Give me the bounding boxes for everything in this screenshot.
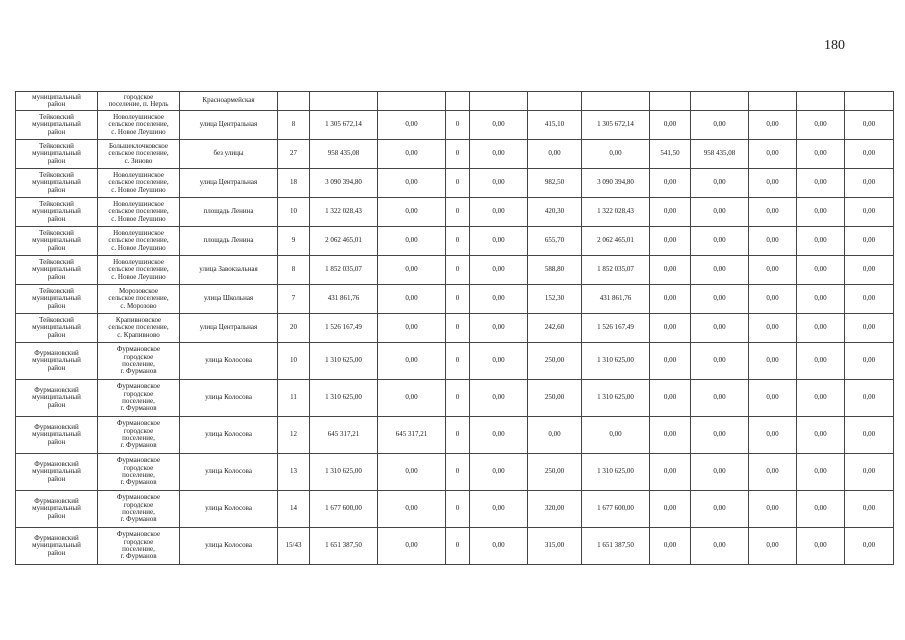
table-cell: 0,00: [845, 198, 894, 227]
table-cell: 0,00: [845, 417, 894, 454]
table-cell: 1 526 167,49: [582, 314, 650, 343]
table-cell: [528, 92, 582, 111]
table-cell: 13: [278, 454, 310, 491]
table-cell: Фурмановское городское поселение, г. Фурманов: [98, 528, 180, 565]
table-cell: 0,00: [749, 343, 797, 380]
table-cell: 242,60: [528, 314, 582, 343]
table-cell: 27: [278, 140, 310, 169]
table-cell: 0,00: [470, 491, 528, 528]
table-cell: Фурмановский муниципальный район: [16, 417, 98, 454]
table-cell: 0,00: [650, 343, 691, 380]
table-row: [16, 454, 894, 491]
table-cell: 0,00: [691, 285, 749, 314]
table-cell: 0,00: [650, 256, 691, 285]
table-cell: 0: [446, 198, 470, 227]
table-row: [16, 528, 894, 565]
table-cell: 2 062 465,01: [582, 227, 650, 256]
table-cell: 0,00: [749, 140, 797, 169]
table-cell: 0: [446, 256, 470, 285]
table-cell: 0,00: [378, 454, 446, 491]
table-cell: 0,00: [378, 528, 446, 565]
table-cell: 1 852 035,07: [582, 256, 650, 285]
table-cell: 655,70: [528, 227, 582, 256]
table-cell: улица Школьная: [180, 285, 278, 314]
table-cell: 0,00: [528, 417, 582, 454]
table-cell: улица Колосова: [180, 417, 278, 454]
table-row: [16, 111, 894, 140]
table-cell: Крапивновское сельское поселение, с. Крапивново: [98, 314, 180, 343]
table-cell: 0,00: [650, 417, 691, 454]
table-cell: Тейковский муниципальный район: [16, 314, 98, 343]
table-cell: 0: [446, 417, 470, 454]
table-cell: 8: [278, 111, 310, 140]
table-cell: Новолеушинское сельское поселение, с. Новое Леушино: [98, 111, 180, 140]
table-cell: 1 305 672,14: [582, 111, 650, 140]
table-cell: 250,00: [528, 343, 582, 380]
table-cell: улица Колосова: [180, 454, 278, 491]
table-cell: 1 677 600,00: [582, 491, 650, 528]
table-cell: Морозовское сельское поселение, с. Морозово: [98, 285, 180, 314]
table-cell: 18: [278, 169, 310, 198]
table-cell: 0,00: [691, 343, 749, 380]
table-cell: улица Колосова: [180, 343, 278, 380]
table-cell: 0,00: [691, 417, 749, 454]
table-cell: Фурмановское городское поселение, г. Фурманов: [98, 380, 180, 417]
table-cell: 20: [278, 314, 310, 343]
table-cell: 1 677 600,00: [310, 491, 378, 528]
table-cell: 0: [446, 314, 470, 343]
table-cell: 0,00: [378, 227, 446, 256]
table-cell: 3 090 394,80: [310, 169, 378, 198]
table-cell: городское поселение, п. Нерль: [98, 92, 180, 111]
table-cell: 0,00: [845, 285, 894, 314]
table-cell: 3 090 394,80: [582, 169, 650, 198]
table-cell: [278, 92, 310, 111]
table-cell: [749, 92, 797, 111]
table-cell: 11: [278, 380, 310, 417]
table-cell: 0,00: [378, 256, 446, 285]
table-cell: 0: [446, 285, 470, 314]
table-cell: площадь Ленина: [180, 227, 278, 256]
table-cell: 431 861,76: [582, 285, 650, 314]
table-cell: 0,00: [749, 169, 797, 198]
table-cell: 1 310 625,00: [310, 454, 378, 491]
table-cell: 0,00: [691, 111, 749, 140]
table-cell: 0,00: [749, 285, 797, 314]
table-cell: 0,00: [470, 454, 528, 491]
table-cell: 0,00: [845, 314, 894, 343]
table-cell: Тейковский муниципальный район: [16, 169, 98, 198]
table-cell: 0,00: [528, 140, 582, 169]
table-cell: 0,00: [650, 198, 691, 227]
table-cell: 958 435,08: [691, 140, 749, 169]
table-cell: улица Колосова: [180, 528, 278, 565]
table-cell: Новолеушинское сельское поселение, с. Новое Леушино: [98, 227, 180, 256]
table-cell: 0,00: [470, 140, 528, 169]
table-cell: 0: [446, 528, 470, 565]
table-row: [16, 227, 894, 256]
table-cell: 152,30: [528, 285, 582, 314]
table-cell: 982,50: [528, 169, 582, 198]
table-cell: Тейковский муниципальный район: [16, 111, 98, 140]
table-cell: 0: [446, 454, 470, 491]
table-cell: улица Колосова: [180, 491, 278, 528]
table-cell: 0,00: [797, 227, 845, 256]
table-cell: 315,00: [528, 528, 582, 565]
table-cell: 0,00: [691, 314, 749, 343]
table-cell: 0,00: [749, 256, 797, 285]
table-cell: 0,00: [797, 343, 845, 380]
table-cell: 7: [278, 285, 310, 314]
table-row: [16, 343, 894, 380]
table-cell: Большеклочковское сельское поселение, с. Зиново: [98, 140, 180, 169]
table-cell: 0,00: [650, 111, 691, 140]
table-cell: 0,00: [650, 227, 691, 256]
table-cell: 588,80: [528, 256, 582, 285]
table-cell: 0,00: [650, 491, 691, 528]
table-cell: 0: [446, 343, 470, 380]
table-row: [16, 417, 894, 454]
table-cell: 0,00: [691, 528, 749, 565]
table-cell: 0,00: [797, 380, 845, 417]
table-cell: 0: [446, 111, 470, 140]
table-cell: 0,00: [797, 454, 845, 491]
table-cell: 10: [278, 198, 310, 227]
table-cell: 1 310 625,00: [582, 343, 650, 380]
table-cell: 0,00: [470, 380, 528, 417]
table-cell: Фурмановское городское поселение, г. Фурманов: [98, 454, 180, 491]
table-cell: 0,00: [470, 256, 528, 285]
table-cell: 0,00: [650, 285, 691, 314]
table-cell: 0: [446, 169, 470, 198]
table-cell: Фурмановский муниципальный район: [16, 454, 98, 491]
table-cell: 1 310 625,00: [582, 380, 650, 417]
table-cell: 0,00: [470, 285, 528, 314]
table-cell: 0,00: [749, 198, 797, 227]
table-row: [16, 169, 894, 198]
table-cell: 645 317,21: [378, 417, 446, 454]
table-cell: 645 317,21: [310, 417, 378, 454]
table-cell: Тейковский муниципальный район: [16, 198, 98, 227]
table-cell: 0,00: [749, 454, 797, 491]
table-row: [16, 285, 894, 314]
table-row: [16, 314, 894, 343]
table-cell: Фурмановское городское поселение, г. Фурманов: [98, 491, 180, 528]
table-cell: 431 861,76: [310, 285, 378, 314]
table-cell: 0,00: [845, 528, 894, 565]
table-cell: 0,00: [749, 491, 797, 528]
table-cell: 1 310 625,00: [310, 380, 378, 417]
table-cell: [691, 92, 749, 111]
table-cell: 0,00: [582, 417, 650, 454]
table-cell: 0,00: [470, 227, 528, 256]
table-cell: 0,00: [650, 314, 691, 343]
table-cell: улица Центральная: [180, 314, 278, 343]
table-cell: Новолеушинское сельское поселение, с. Новое Леушино: [98, 198, 180, 227]
table-cell: 0,00: [470, 169, 528, 198]
table-cell: 0,00: [749, 314, 797, 343]
table-cell: 250,00: [528, 454, 582, 491]
table-cell: 0,00: [378, 169, 446, 198]
table-cell: 415,10: [528, 111, 582, 140]
table-cell: 0,00: [691, 227, 749, 256]
table-cell: 1 305 672,14: [310, 111, 378, 140]
table-row: [16, 140, 894, 169]
table-row: [16, 491, 894, 528]
table-cell: 0,00: [582, 140, 650, 169]
table-cell: 0,00: [797, 285, 845, 314]
table-cell: 0: [446, 140, 470, 169]
table-cell: Тейковский муниципальный район: [16, 140, 98, 169]
table-cell: без улицы: [180, 140, 278, 169]
table-cell: [797, 92, 845, 111]
table-cell: 0,00: [470, 528, 528, 565]
table-cell: 0,00: [691, 491, 749, 528]
table-cell: 0,00: [797, 491, 845, 528]
table-cell: 0,00: [470, 198, 528, 227]
table-cell: 1 322 028,43: [582, 198, 650, 227]
table-cell: 0,00: [378, 380, 446, 417]
table-row: [16, 256, 894, 285]
table-cell: 0,00: [691, 454, 749, 491]
data-table: [15, 91, 894, 565]
table-cell: 0,00: [845, 169, 894, 198]
table-cell: Фурмановское городское поселение, г. Фурманов: [98, 417, 180, 454]
table-cell: 0,00: [470, 111, 528, 140]
table-cell: [310, 92, 378, 111]
table-cell: Новолеушинское сельское поселение, с. Новое Леушино: [98, 169, 180, 198]
table-cell: [470, 92, 528, 111]
table-cell: 14: [278, 491, 310, 528]
table-cell: 0,00: [650, 380, 691, 417]
table-cell: 0,00: [378, 491, 446, 528]
table-cell: 1 322 028,43: [310, 198, 378, 227]
table-cell: 0,00: [845, 454, 894, 491]
table-cell: 1 526 167,49: [310, 314, 378, 343]
table-cell: 0,00: [797, 528, 845, 565]
table-cell: 1 310 625,00: [310, 343, 378, 380]
table-cell: 0,00: [797, 111, 845, 140]
table-cell: улица Колосова: [180, 380, 278, 417]
table-cell: Фурмановский муниципальный район: [16, 343, 98, 380]
table-cell: 0,00: [650, 169, 691, 198]
table-cell: 0,00: [845, 227, 894, 256]
table-cell: Фурмановское городское поселение, г. Фурманов: [98, 343, 180, 380]
page-number: 180: [824, 38, 845, 53]
table-cell: 0,00: [691, 198, 749, 227]
table-cell: 1 651 387,50: [310, 528, 378, 565]
table-cell: 0,00: [797, 140, 845, 169]
table-cell: 0,00: [691, 380, 749, 417]
table-cell: [378, 92, 446, 111]
table-cell: [582, 92, 650, 111]
table-cell: [650, 92, 691, 111]
table-cell: 420,30: [528, 198, 582, 227]
table-cell: 2 062 465,01: [310, 227, 378, 256]
table-cell: улица Центральная: [180, 111, 278, 140]
table-cell: 958 435,08: [310, 140, 378, 169]
table-cell: 10: [278, 343, 310, 380]
table-row: [16, 198, 894, 227]
table-cell: 0,00: [470, 343, 528, 380]
table-cell: 0,00: [749, 227, 797, 256]
table-row: [16, 92, 894, 111]
table-cell: 541,50: [650, 140, 691, 169]
table-cell: 0,00: [845, 380, 894, 417]
table-cell: 1 310 625,00: [582, 454, 650, 491]
table-cell: 0,00: [797, 314, 845, 343]
table-cell: 0,00: [845, 343, 894, 380]
table-cell: 0,00: [749, 111, 797, 140]
table-cell: Тейковский муниципальный район: [16, 227, 98, 256]
table-cell: 0,00: [749, 380, 797, 417]
table-cell: 0: [446, 227, 470, 256]
table-cell: 0,00: [845, 256, 894, 285]
table-cell: 9: [278, 227, 310, 256]
table-cell: 0,00: [749, 417, 797, 454]
table-cell: 0,00: [845, 491, 894, 528]
table-cell: 1 852 035,07: [310, 256, 378, 285]
table-cell: 0,00: [378, 343, 446, 380]
table-cell: улица Центральная: [180, 169, 278, 198]
table-cell: 0,00: [470, 314, 528, 343]
table-cell: 0,00: [650, 454, 691, 491]
table-cell: улица Завокзальная: [180, 256, 278, 285]
table-cell: площадь Ленина: [180, 198, 278, 227]
table-cell: 0,00: [797, 417, 845, 454]
table-cell: 0,00: [378, 140, 446, 169]
table-cell: 0,00: [749, 528, 797, 565]
table-cell: 12: [278, 417, 310, 454]
table-cell: 0,00: [845, 111, 894, 140]
table-cell: 0,00: [378, 111, 446, 140]
table-cell: 0: [446, 491, 470, 528]
table-row: [16, 380, 894, 417]
table-cell: 0,00: [797, 198, 845, 227]
table-cell: Тейковский муниципальный район: [16, 285, 98, 314]
table-cell: 0,00: [470, 417, 528, 454]
table-cell: 0: [446, 380, 470, 417]
table-cell: 8: [278, 256, 310, 285]
table-cell: Фурмановский муниципальный район: [16, 491, 98, 528]
table-body: [16, 92, 894, 565]
table-cell: муниципальный район: [16, 92, 98, 111]
table-cell: 250,00: [528, 380, 582, 417]
table-cell: 0,00: [378, 198, 446, 227]
table-cell: [845, 92, 894, 111]
table-cell: Фурмановский муниципальный район: [16, 380, 98, 417]
table-cell: 0,00: [797, 256, 845, 285]
table-cell: 0,00: [691, 256, 749, 285]
table-cell: 0,00: [797, 169, 845, 198]
table-cell: Тейковский муниципальный район: [16, 256, 98, 285]
table-cell: Новолеушинское сельское поселение, с. Новое Леушино: [98, 256, 180, 285]
table-cell: 0,00: [378, 314, 446, 343]
table-cell: Фурмановский муниципальный район: [16, 528, 98, 565]
table-cell: Красноармейская: [180, 92, 278, 111]
table-cell: 15/43: [278, 528, 310, 565]
table-cell: [446, 92, 470, 111]
table-cell: 0,00: [650, 528, 691, 565]
table-cell: 0,00: [378, 285, 446, 314]
table-cell: 1 651 387,50: [582, 528, 650, 565]
table-cell: 320,00: [528, 491, 582, 528]
table-cell: 0,00: [845, 140, 894, 169]
table-cell: 0,00: [691, 169, 749, 198]
